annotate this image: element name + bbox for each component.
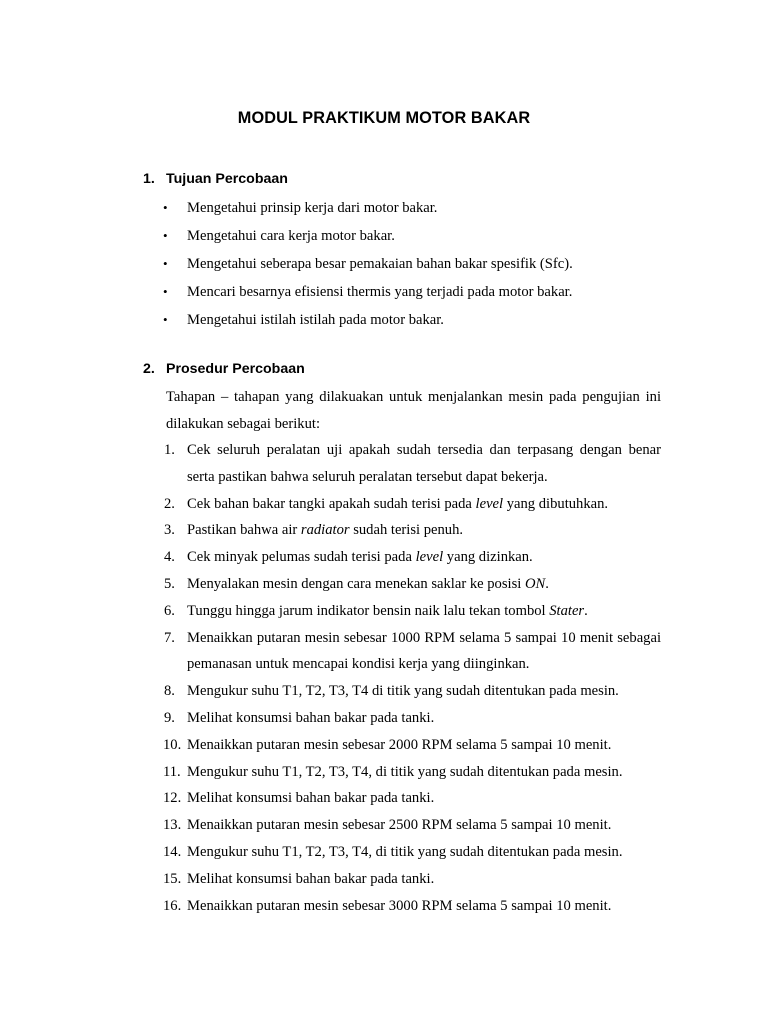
objective-text: Mengetahui istilah istilah pada motor bakar. [187,312,444,328]
step-number: 13. [163,817,182,834]
procedure-steps-list [164,437,661,919]
step-number: 14. [163,843,182,860]
step-text-end: yang dizinkan. [443,549,533,566]
step-number: 16. [163,897,182,914]
step-number: 15. [163,870,182,887]
step-text: Menaikkan putaran mesin sebesar 3000 RPM selama 5 sampai 10 menit. [187,897,612,914]
procedure-intro: Tahapan – tahapan yang dilakuakan untuk menjalankan mesin pada pengujian ini dilakukan sebagai berikut: [166,389,661,433]
step-italic-term: Stater [549,602,585,619]
step-italic-term: level [415,549,444,566]
bullet-icon: • [163,228,168,243]
procedure-step [164,625,661,679]
objectives-list [160,198,573,338]
step-text: Melihat konsumsi bahan bakar pada tanki. [187,870,435,887]
bullet-icon: • [163,256,168,271]
section-heading-tujuan [143,171,288,187]
step-number: 6. [164,602,175,619]
procedure-step [164,732,661,759]
step-text: Melihat konsumsi bahan bakar pada tanki. [187,709,435,726]
procedure-step [164,491,661,518]
step-number: 1. [164,442,175,458]
step-text-end: yang dibutuhkan. [503,495,609,512]
procedure-step [164,705,661,732]
step-text: Melihat konsumsi bahan bakar pada tanki. [187,790,435,807]
procedure-step [164,759,661,786]
objective-text: Mengetahui prinsip kerja dari motor bakar. [187,200,438,216]
step-text: Mengukur suhu T1, T2, T3, T4 di titik yang sudah ditentukan pada mesin. [187,683,619,700]
bullet-icon: • [163,312,168,327]
step-text: Menaikkan putaran mesin sebesar 1000 RPM selama 5 sampai 10 menit sebagai pemanasan untuk mencapai kondisi kerja yang diinginkan. [187,629,661,673]
objective-text: Mengetahui cara kerja motor bakar. [187,228,395,244]
procedure-step [164,812,661,839]
step-text: Menyalakan mesin dengan cara menekan saklar ke posisi [187,575,525,592]
step-text: Cek minyak pelumas sudah terisi pada [187,549,416,566]
procedure-step [164,598,661,625]
step-text: Cek seluruh peralatan uji apakah sudah tersedia dan terpasang dengan benar serta pastikan bahwa seluruh peralatan tersebut dapat bekerja. [187,442,661,485]
section-heading-prosedur [143,361,305,377]
procedure-step [164,678,661,705]
procedure-step [164,517,661,544]
step-number: 7. [164,629,175,646]
objective-item [160,282,573,310]
objective-item [160,310,573,338]
procedure-step [164,544,661,571]
objective-item [160,198,573,226]
step-number: 11. [163,763,181,780]
step-italic-term: radiator [300,522,350,539]
step-number: 2. [164,495,175,512]
step-number: 12. [163,790,182,807]
step-text-end: . [545,575,549,592]
step-italic-term: level [475,495,504,512]
page-title: MODUL PRAKTIKUM MOTOR BAKAR [237,109,531,127]
section-title: Prosedur Percobaan [166,361,305,377]
step-text-end: sudah terisi penuh. [349,522,464,539]
step-number: 5. [164,575,175,592]
bullet-icon: • [163,200,168,215]
step-number: 4. [164,549,175,566]
step-text: Tunggu hingga jarum indikator bensin naik lalu tekan tombol [187,602,550,619]
bullet-icon: • [163,284,168,299]
step-number: 10. [163,736,182,753]
procedure-step [164,866,661,893]
step-number: 8. [164,683,175,700]
step-text: Menaikkan putaran mesin sebesar 2000 RPM selama 5 sampai 10 menit. [187,736,612,753]
step-text: Pastikan bahwa air [187,522,301,539]
step-text: Cek bahan bakar tangki apakah sudah terisi pada [187,495,476,512]
section-title: Tujuan Percobaan [166,171,288,187]
step-number: 9. [164,709,175,726]
step-text: Mengukur suhu T1, T2, T3, T4, di titik yang sudah ditentukan pada mesin. [187,763,623,780]
objective-item [160,254,573,282]
objective-item [160,226,573,254]
objective-text: Mencari besarnya efisiensi thermis yang terjadi pada motor bakar. [187,284,573,300]
procedure-step [164,571,661,598]
procedure-step [164,893,661,920]
procedure-step [164,437,661,491]
step-text: Menaikkan putaran mesin sebesar 2500 RPM selama 5 sampai 10 menit. [187,817,612,834]
objective-text: Mengetahui seberapa besar pemakaian bahan bakar spesifik (Sfc). [187,256,573,272]
step-italic-term: ON [524,575,546,592]
step-text-end: . [584,602,588,619]
step-number: 3. [164,522,175,539]
procedure-step [164,785,661,812]
section-number: 2. [143,361,155,377]
procedure-step [164,839,661,866]
section-number: 1. [143,171,155,187]
step-text: Mengukur suhu T1, T2, T3, T4, di titik yang sudah ditentukan pada mesin. [187,843,623,860]
